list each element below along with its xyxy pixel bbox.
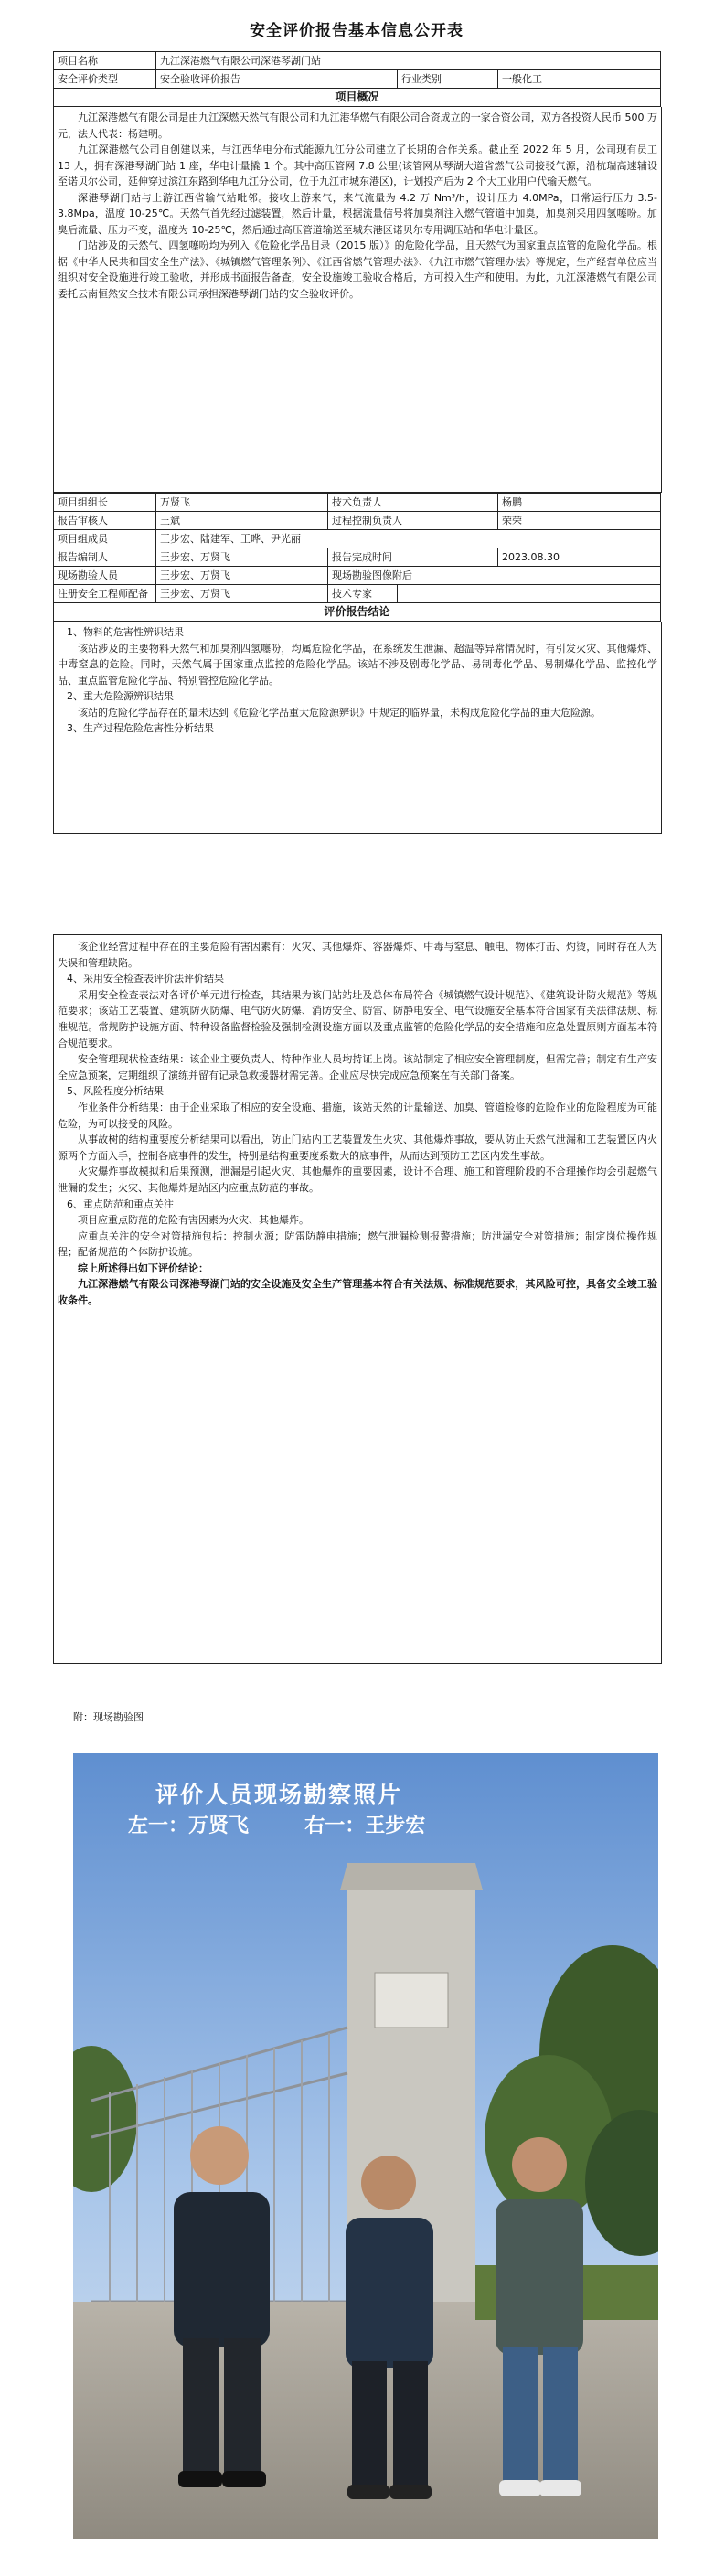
site-photo-note: 现场勘验图像附后 — [328, 567, 661, 585]
leader-label: 项目组组长 — [54, 494, 156, 512]
qc: 荣荣 — [498, 512, 661, 530]
photo-names: 左一：万贤飞 右一：王步宏 — [128, 1815, 426, 1837]
conclusion-paragraph: 5、风险程度分析结果 — [67, 1085, 164, 1098]
staff-table — [53, 493, 661, 622]
conclusion-paragraph: 2、重大危险源辨识结果 — [67, 690, 174, 702]
leader: 万贤飞 — [156, 494, 328, 512]
engineer: 王步宏、万贤飞 — [156, 585, 328, 603]
done-date: 2023.08.30 — [498, 548, 661, 567]
site-photo-image — [73, 1753, 658, 2539]
conclusion-paragraph: 项目应重点防范的危险有害因素为火灾、其他爆炸。 — [78, 1214, 309, 1227]
conclusion-paragraph: 安全管理现状检查结果：该企业主要负责人、特种作业人员均持证上岗。该站制定了相应安全管理制度，但需完善；制定有生产安全应急预案，定期组织了演练并留有记录急救援器材需完善。企业应尽快完成应急预案在有关部门备案。 — [58, 1053, 657, 1081]
project-name: 九江深港燃气有限公司深港琴湖门站 — [156, 52, 661, 70]
members: 王步宏、陆建军、王晔、尹光丽 — [156, 530, 661, 548]
industry-label: 行业类别 — [398, 70, 498, 89]
expert-label: 技术专家 — [328, 585, 398, 603]
tech-lead-label: 技术负责人 — [328, 494, 498, 512]
conclusion-paragraph: 应重点关注的安全对策措施包括：控制火源；防雷防静电措施；燃气泄漏检测报警措施；防泄漏安全对策措施；制定岗位操作规程；配备规范的个体防护设施。 — [58, 1229, 657, 1259]
site-photo — [73, 1753, 658, 2539]
photo-heading: 评价人员现场勘察照片 — [155, 1782, 403, 1808]
reviewer-label: 报告审核人 — [54, 512, 156, 530]
overview-heading: 项目概况 — [54, 89, 661, 107]
overview-paragraph: 门站涉及的天然气、四氢噻吩均为列入《危险化学品目录（2015 版）》的危险化学品，且天然气为国家重点监管的危险化学品。根据《中华人民共和国安全生产法》、《城镇燃气管理条例》、《江西省燃气管理办法》、《九江市燃气管理办法》等规定，生产经营单位应当组织对安全设施进行竣工验收，并形成书面报告备查，安全设施竣工验收合格后，方可投入生产和使用。为此，九江深港燃气有限公司委托云南恒然安全技术有限公司承担深港琴湖门站的安全验收评价。 — [58, 240, 657, 300]
qc-label: 过程控制负责人 — [328, 512, 498, 530]
members-label: 项目组成员 — [54, 530, 156, 548]
writer: 王步宏、万贤飞 — [156, 548, 328, 567]
writer-label: 报告编制人 — [54, 548, 156, 567]
conclusion-paragraph: 4、采用安全检查表评价法评价结果 — [67, 973, 224, 985]
conclusion-part-2 — [53, 934, 662, 1664]
conclusion-paragraph: 从事故树的结构重要度分析结果可以看出，防止门站内工艺装置发生火灾、其他爆炸事故，要从防止天然气泄漏和工艺装置区内火源两个方面入手，控制各底事件的发生，特别是结构重要度系数大的底事件，从而达到预防工艺区内发生事故。 — [58, 1134, 657, 1162]
overview-paragraph: 深港琴湖门站与上游江西省输气站毗邻。接收上游来气，来气流量为 4.2 万 Nm³/h，设计压力 4.0MPa，日常运行压力 3.5-3.8Mpa，温度 10-25℃。天然气首先经过滤装置，然后计量，根据流量信号将加臭剂注入燃气管道中加臭，加臭剂采用四氢噻吩。加臭后流量、压力不变，温度为 10-25℃，然后通过高压管道输送至城东港区诺贝尔专用调压站和华电计量区。 — [58, 191, 657, 236]
conclusion-part-1 — [53, 622, 662, 834]
conclusion-paragraph: 该站涉及的主要物料天然气和加臭剂四氢噻吩，均属危险化学品，在系统发生泄漏、超温等异常情况时，有引发火灾、其他爆炸、中毒窒息的危险。同时，天然气属于国家重点监控的危险化学品。该站不涉及剧毒化学品、易制毒化学品、易制爆化学品、监控化学品、重点监管危险化学品、特别管控危险化学品。 — [58, 642, 657, 687]
conclusion-paragraph: 九江深港燃气有限公司深港琴湖门站的安全设施及安全生产管理基本符合有关法规、标准规范要求，其风险可控，具备安全竣工验收条件。 — [58, 1278, 657, 1307]
conclusion-paragraph: 综上所述得出如下评价结论： — [78, 1261, 208, 1274]
conclusion-heading: 评价报告结论 — [54, 603, 661, 622]
conclusion-paragraph: 1、物料的危害性辨识结果 — [67, 626, 184, 638]
photo-caption: 附：现场勘验图 — [73, 1711, 144, 1723]
overview-paragraph: 九江深港燃气有限公司是由九江深燃天然气有限公司和九江港华燃气有限公司合资成立的一家合资公司，双方各投资人民币 500 万元，法人代表：杨建明。 — [58, 112, 657, 140]
done-label: 报告完成时间 — [328, 548, 498, 567]
eval-type-label: 安全评价类型 — [54, 70, 156, 89]
eval-type: 安全验收评价报告 — [156, 70, 398, 89]
overview-paragraph: 九江深港燃气公司自创建以来，与江西华电分布式能源九江分公司建立了长期的合作关系。截止至 2022 年 5 月，公司现有员工 13 人，拥有深港琴湖门站 1 座，华电计量撬 1 个。其中高压管网 7.8 公里(该管网从琴湖大道省燃气公司接驳气源，沿杭瑞高速辅设至诺贝尔公司，延伸穿过滨江东路到华电九江分公司，位于九江市城东港区)，计划投产后为 2 个大工业用户代输天燃气。 — [58, 144, 657, 187]
conclusion-paragraph: 3、生产过程危险危害性分析结果 — [67, 722, 214, 734]
conclusion-paragraph: 火灾爆炸事故模拟和后果预测，泄漏是引起火灾、其他爆炸的重要因素，设计不合理、施工和管理阶段的不合理操作均会引起燃气泄漏的发生；火灾、其他爆炸是站区内应重点防范的事故。 — [58, 1166, 657, 1194]
expert — [398, 585, 661, 603]
reviewer: 王斌 — [156, 512, 328, 530]
project-name-label: 项目名称 — [54, 52, 156, 70]
basic-info-table — [53, 51, 661, 107]
conclusion-paragraph: 采用安全检查表法对各评价单元进行检查，其结果为该门站站址及总体布局符合《城镇燃气设计规范》、《建筑设计防火规范》等规范要求；该站工艺装置、建筑防火防爆、电气防火防爆、消防安全、防雷、防静电安全、电气设施安全基本符合国家有关法律法规、标准规范。常规防护设施方面、特种设备监督检验及强制检测设施方面以及重点监管的危险化学品的安全措施和应急处置原则方面基本符合规范要求。 — [58, 988, 657, 1049]
industry: 一般化工 — [498, 70, 661, 89]
conclusion-paragraph: 该企业经营过程中存在的主要危险有害因素有：火灾、其他爆炸、容器爆炸、中毒与窒息、触电、物体打击、灼烫，同时存在人为失误和管理缺陷。 — [58, 941, 657, 969]
engineer-label: 注册安全工程师配备 — [54, 585, 156, 603]
overview-text — [53, 107, 662, 493]
conclusion-paragraph: 作业条件分析结果：由于企业采取了相应的安全设施、措施，该站天然的计量输送、加臭、管道检修的危险作业的危险程度为可能危险，为可以接受的风险。 — [58, 1101, 657, 1130]
site-label: 现场勘验人员 — [54, 567, 156, 585]
tech-lead: 杨鹏 — [498, 494, 661, 512]
conclusion-paragraph: 6、重点防范和重点关注 — [67, 1198, 174, 1210]
site-staff: 王步宏、万贤飞 — [156, 567, 328, 585]
conclusion-paragraph: 该站的危险化学品存在的量未达到《危险化学品重大危险源辨识》中规定的临界量，未构成危险化学品的重大危险源。 — [78, 706, 601, 719]
page-title: 安全评价报告基本信息公开表 — [250, 22, 464, 40]
document — [53, 20, 660, 834]
